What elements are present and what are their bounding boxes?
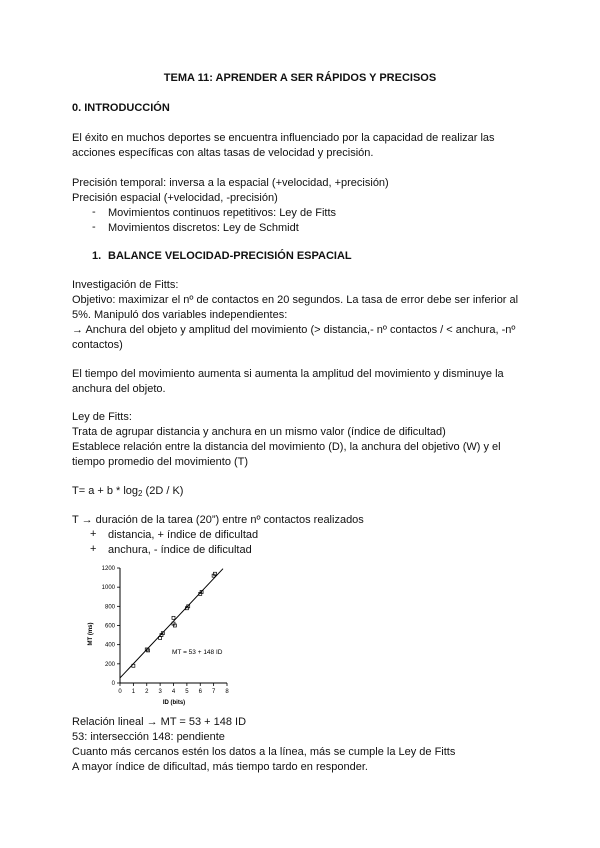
- trata-line: Trata de agrupar distancia y anchura en un mismo valor (índice de dificultad): [72, 426, 446, 438]
- tiempo-line2: anchura del objeto.: [72, 383, 166, 395]
- arrow-line2: contactos): [72, 339, 123, 351]
- cuanto-line: Cuanto más cercanos estén los datos a la línea, más se cumple la Ley de Fitts: [72, 746, 456, 758]
- x-tick-label: 7: [211, 689, 216, 695]
- y-tick-label: 1000: [101, 585, 115, 592]
- chart-x-label: ID (bits): [162, 700, 186, 706]
- investigacion-label: Investigación de Fitts:: [72, 279, 179, 291]
- plus-bullet: +: [90, 543, 97, 555]
- plus-bullet: +: [90, 528, 97, 540]
- a-mayor-line: A mayor índice de dificultad, más tiempo tardo en responder.: [72, 761, 368, 773]
- section1-number: 1.: [92, 250, 102, 262]
- bullet-item: Movimientos continuos repetitivos: Ley de Fitts: [108, 207, 337, 219]
- y-tick-label: 200: [104, 661, 115, 668]
- objetivo-line1: Objetivo: maximizar el nº de contactos en 20 segundos. La tasa de error debe ser inferior al: [72, 294, 519, 306]
- x-tick-label: 3: [158, 689, 162, 695]
- arrow-line1: → Anchura del objeto y amplitud del movimiento (> distancia,- nº contactos / < anchura, -nº: [72, 324, 516, 336]
- y-tick-label: 400: [104, 642, 115, 649]
- intro-heading: 0. INTRODUCCIÓN: [72, 102, 170, 114]
- relacion-line: Relación lineal → MT = 53 + 148 ID: [72, 716, 247, 728]
- intro-paragraph-line2: acciones específicas con altas tasas de velocidad y precisión.: [72, 147, 374, 159]
- page-title: TEMA 11: APRENDER A SER RÁPIDOS Y PRECISOS: [163, 72, 437, 84]
- interseccion-line: 53: intersección 148: pendiente: [72, 731, 225, 743]
- x-tick-label: 1: [131, 689, 136, 695]
- x-tick-label: 8: [225, 689, 229, 695]
- plus-item: distancia, + índice de dificultad: [108, 529, 259, 541]
- bullet-item: Movimientos discretos: Ley de Schmidt: [108, 222, 299, 234]
- precision-temporal: Precisión temporal: inversa a la espacial (+velocidad, +precisión): [72, 177, 389, 189]
- x-tick-label: 6: [198, 689, 202, 695]
- tiempo-line1: El tiempo del movimiento aumenta si aumenta la amplitud del movimiento y disminuye la: [72, 368, 504, 380]
- objetivo-line2: 5%. Manipuló dos variables independientes:: [72, 309, 288, 321]
- establece-line2: tiempo promedio del movimiento (T): [72, 456, 249, 468]
- establece-line1: Establece relación entre la distancia del movimiento (D), la anchura del objetivo (W) y el: [72, 441, 501, 453]
- data-point: [172, 616, 175, 619]
- chart-y-label: MT (ms): [88, 622, 94, 646]
- section1-heading: BALANCE VELOCIDAD-PRECISIÓN ESPACIAL: [108, 250, 352, 262]
- ley-fitts-label: Ley de Fitts:: [72, 411, 132, 423]
- bullet-dash: -: [92, 221, 96, 233]
- x-tick-label: 4: [171, 689, 176, 695]
- plus-item: anchura, - índice de dificultad: [108, 544, 252, 556]
- formula: $T= a + b * \log_2 (2D / K)$: [72, 485, 184, 498]
- y-tick-label: 600: [104, 623, 115, 630]
- regression-line: [120, 569, 223, 678]
- y-tick-label: 800: [104, 604, 115, 611]
- intro-paragraph-line1: El éxito en muchos deportes se encuentra influenciado por la capacidad de realizar las: [72, 132, 495, 144]
- t-definition: T → duración de la tarea (20”) entre nº contactos realizados: [72, 514, 364, 526]
- y-tick-label: 0: [111, 681, 115, 687]
- chart-annotation: MT = 53 + 148 ID: [172, 649, 223, 656]
- bullet-dash: -: [92, 206, 96, 218]
- y-tick-label: 1200: [101, 566, 115, 572]
- x-tick-label: 5: [185, 689, 189, 695]
- fitts-chart: [80, 562, 250, 712]
- x-tick-label: 2: [145, 689, 149, 695]
- x-tick-label: 0: [118, 689, 122, 695]
- precision-espacial: Precisión espacial (+velocidad, -precisión): [72, 192, 278, 204]
